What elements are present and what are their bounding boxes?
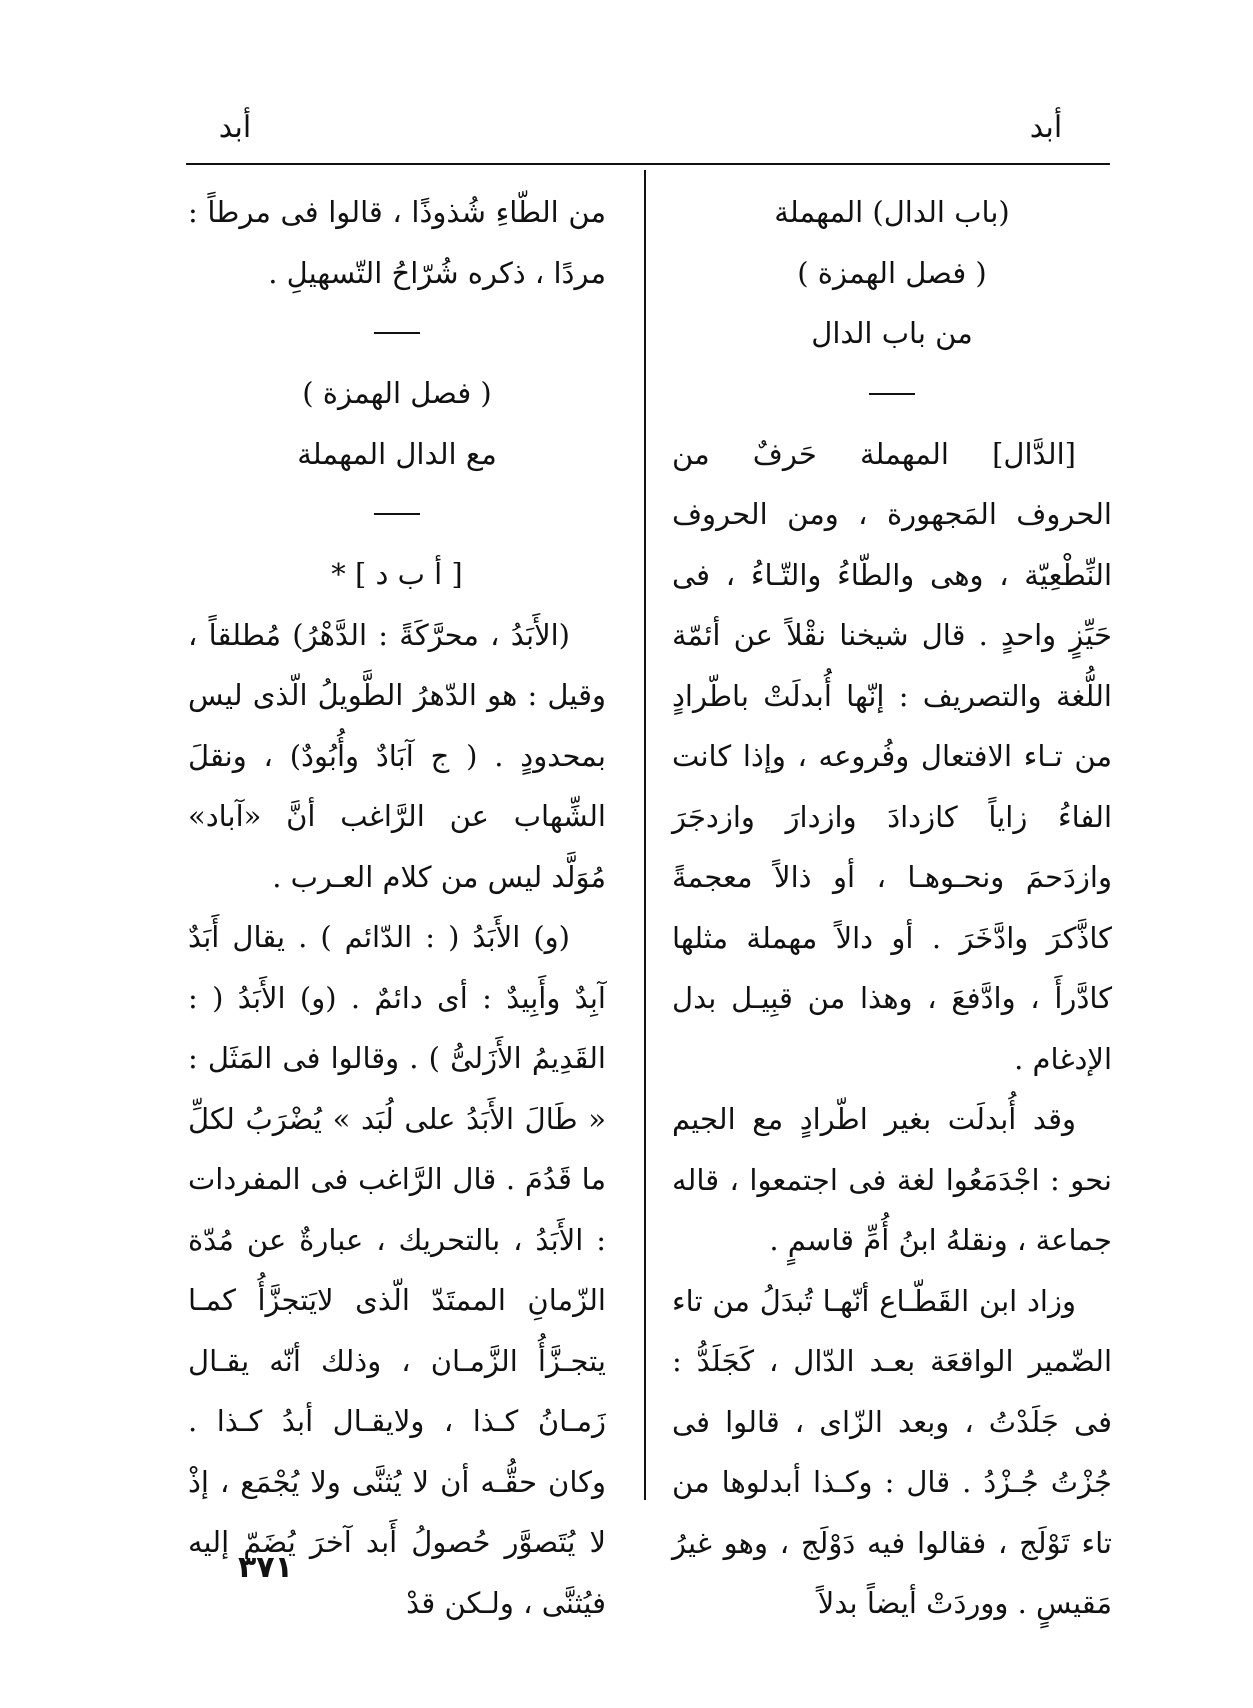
separator bbox=[188, 303, 606, 363]
subsection-heading: من باب الدال bbox=[811, 316, 973, 350]
separator-line bbox=[374, 332, 420, 334]
right-column bbox=[672, 182, 1112, 1634]
entry-heading: [ أ ب د ] * bbox=[331, 557, 463, 591]
left-column bbox=[188, 182, 606, 1633]
page-number: ٣٧١ bbox=[238, 1550, 293, 1585]
separator-line bbox=[869, 393, 915, 395]
running-head-right: أبد bbox=[1029, 110, 1063, 145]
paragraph: [الدَّال] المهملة حَرفٌ من الحروف المَجهورة ، ومن الحروف النِّطْعِيّة ، وهى والطّاءُ والتّـاءُ ، فى حَيِّزٍ واحدٍ . قال شيخنا نقْلاً عن أئمّة اللُّغة والتصريف : إنّها أُبدلَتْ باطّرادٍ من تـاء الافتعال وفُروعه ، وإذا كانت الفاءُ زاياً كازدادَ وازدارَ وازدجَرَ وازدَحمَ ونحـوهـا ، أو ذالاً معجمةً كاذَّكرَ وادَّخَرَ . أو دالاً مهملة مثلها كادَّرأَ ، وادَّفعَ ، وهذا من قبِيـل بدل الإدغام . bbox=[672, 436, 1112, 1076]
section-heading: ( فصل الهمزة ) bbox=[302, 376, 492, 410]
paragraph: (الأَبَدُ ، محرَّكَةً : الدَّهْرُ) مُطلقاً ، وقيل : هو الدّهرُ الطَّويلُ الّذى ليس بمحدودٍ . ( ج آبَادٌ وأُبُودٌ) ، ونقلَ الشِّهاب عن الرَّاغب أنَّ «آباد» مُوَلَّد ليس من كلام العـرب . bbox=[188, 617, 606, 894]
section-heading: ( فصل الهمزة ) bbox=[797, 255, 987, 290]
column-divider bbox=[644, 170, 646, 1500]
paragraph: وقد أُبدلَت بغير اطّرادٍ مع الجيم نحو : اجْدَمَعُوا لغة فى اجتمعوا ، قاله جماعة ، ونقلهُ ابنُ أُمِّ قاسمٍ . bbox=[672, 1102, 1112, 1257]
paragraph: وزاد ابن القَطّـاع أنّهـا تُبدَلُ من تاء الضّمير الواقعَة بعـد الدّال ، كَجَلَدُّ : فى جَلَدْتُ ، وبعد الزّاى ، قالوا فى جُزْتُ جُـزْدُ . قال : وكـذا أبدلوها من تاء تَوْلَج ، فقالوا فيه دَوْلَج ، وهو غيرُ مَقيسٍ . ووردَتْ أيضاً بدلاً bbox=[672, 1283, 1112, 1620]
separator bbox=[672, 364, 1112, 424]
separator bbox=[188, 484, 606, 544]
separator-line bbox=[374, 513, 420, 515]
subsection-heading: مع الدال المهملة bbox=[297, 436, 497, 471]
running-head-left: أبد bbox=[218, 110, 252, 145]
chapter-heading: (باب الدال) المهملة bbox=[774, 195, 1010, 229]
header-rule bbox=[186, 163, 1110, 165]
paragraph: (و) الأَبَدُ ( : الدّائم ) . يقال أَبَدٌ آبِدٌ وأَبِيدٌ : أى دائمٌ . (و) الأَبَدُ ( : القَدِيمُ الأَزَلىُّ ) . وقالوا فى المَثَل : « طَالَ الأَبَدُ على لُبَد » يُضْرَبُ لكلِّ ما قَدُمَ . قال الرَّاغب فى المفردات : الأَبَدُ ، بالتحريك ، عبارةٌ عن مُدّة الزّمانِ الممتَدّ الّذى لايَتجزَّأُ كمـا يتجـزَّأُ الزَّمـان ، وذلك أنّه يقـال زَمـانُ كـذا ، ولايقـال أبدُ كـذا . وكان حقُّـه أن لا يُثنَّى ولا يُجْمَع ، إذْ لا يُتَصوَّر حُصولُ أَبد آخرَ يُضَمّ إليه فيُثنَّى ، ولـكن قدْ bbox=[188, 920, 606, 1620]
paragraph: من الطّاءِ شُذوذًا ، قالوا فى مرطاً : مردًا ، ذكره شُرّاحُ التّسهيلِ . bbox=[188, 195, 606, 290]
